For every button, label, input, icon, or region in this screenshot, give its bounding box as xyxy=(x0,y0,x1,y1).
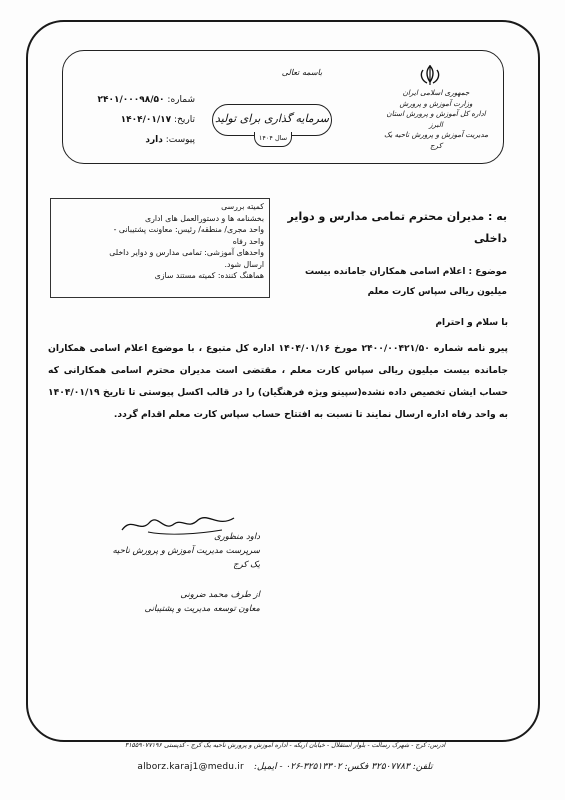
letter-meta xyxy=(70,90,195,150)
letter-body: پیرو نامه شماره ۲۴۰۰/۰۰۴۲۱/۵۰ مورخ ۱۴۰۴/۰۱/۱۶ اداره کل متبوع ، با موضوع اعلام اسامی همکاران جامانده بیست میلیون ریالی سپاس کارت معلم ، مقتضی است مدیران محترم اسامی همکارانی که حساب ایشان تخصیص داده نشده(سپینو ویژه فرهنگیان) را در قالب اکسل پیوستی تا تاریخ ۱۴۰۴/۰۱/۱۹ به واحد رفاه اداره ارسال نمایند تا نسبت به افتتاح حساب سپاس کارت معلم اقدام گردد. xyxy=(48,343,508,420)
on-behalf-line: از طرف محمد ضرونی xyxy=(180,590,260,600)
organization-lines xyxy=(380,88,492,151)
attachment-row xyxy=(70,130,195,150)
review-line: واحد مجری/ منطقه/ رئیس: معاونت پشتیبانی - xyxy=(113,225,264,234)
slogan-year: سال ۱۴۰۴ xyxy=(254,132,292,147)
footer-contact xyxy=(70,762,500,772)
review-line: واحد رفاه xyxy=(232,236,264,246)
recipient-line: به : مدیران محترم تمامی مدارس و دوایر داخلی xyxy=(287,210,507,245)
attachment-value: دارد xyxy=(145,135,163,145)
review-committee-box xyxy=(50,198,270,298)
greeting: با سلام و احترام xyxy=(435,318,508,328)
org-line: وزارت آموزش و پرورش xyxy=(399,98,473,108)
signatory-name: داود منظوری xyxy=(214,532,260,542)
review-line: ارسال شود. xyxy=(224,259,264,269)
number-label: شماره: xyxy=(167,95,195,105)
org-line: مدیریت آموزش و پرورش ناحیه یک کرج xyxy=(383,130,489,150)
date-value: ۱۴۰۴/۰۱/۱۷ xyxy=(120,115,172,125)
review-line: کمیته بررسی xyxy=(221,202,264,211)
review-line: هماهنگ کننده: کمیته مستند سازی xyxy=(154,271,264,280)
phone-fax-line: تلفن: ۳۲۵۰۷۷۸۳ فکس: ۳۲۵۱۳۳۰۲-۰۲۶ - ایمیل: xyxy=(253,762,433,772)
org-line: اداره کل آموزش و پرورش استان البرز xyxy=(386,109,486,129)
basmala: باسمه تعالی xyxy=(281,68,323,77)
deputy-title: معاون توسعه مدیریت و پشتیبانی xyxy=(144,604,260,614)
number-row xyxy=(70,90,195,110)
signatory-title: سرپرست مدیریت آموزش و پرورش ناحیه یک کرج xyxy=(112,546,260,570)
attachment-label: پیوست: xyxy=(165,135,195,145)
signature-block xyxy=(110,530,260,616)
footer-address: آدرس: کرج - شهرک رسالت - بلوار استقلال - خیابان اریکه - اداره آموزش و پرورش ناحیه یک کرج - کدپستی ۳۱۵۵۹۰۷۷۱۹۶ xyxy=(124,742,446,749)
subject-line: موضوع : اعلام اسامی همکاران جامانده بیست میلیون ریالی سپاس کارت معلم xyxy=(304,267,507,297)
date-label: تاریخ: xyxy=(174,115,195,125)
email-link[interactable]: alborz.karaj1@medu.ir xyxy=(137,762,244,772)
year-slogan: سرمایه گذاری برای تولید xyxy=(212,104,332,136)
review-line: بخشنامه ها و دستورالعمل های اداری xyxy=(144,213,264,223)
review-line: واحدهای آموزشی: تمامی مدارس و دوایر داخلی xyxy=(109,248,264,257)
iran-emblem-icon xyxy=(416,64,444,86)
date-row xyxy=(70,110,195,130)
org-line: جمهوری اسلامی ایران xyxy=(402,88,470,97)
number-value: ۲۴۰۱/۰۰۰۹۸/۵۰ xyxy=(97,95,165,105)
